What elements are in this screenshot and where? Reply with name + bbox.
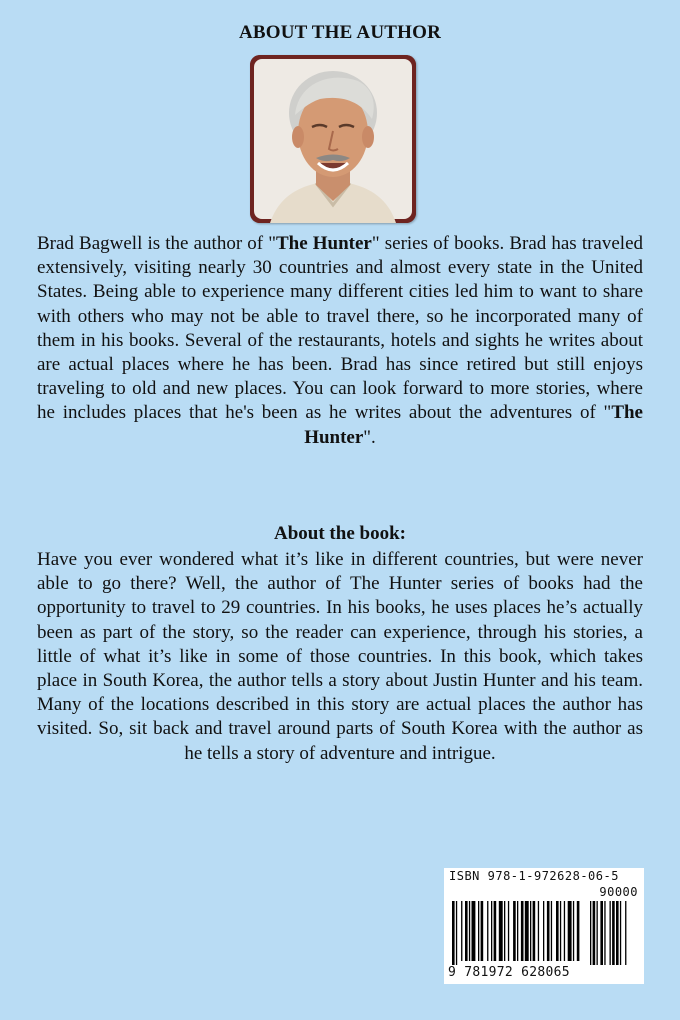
isbn-barcode [444, 868, 644, 984]
barcode-bar [456, 901, 457, 965]
author-photo [250, 55, 416, 223]
barcode-bar [481, 901, 484, 961]
barcode-addon-bar [625, 901, 626, 965]
barcode-addon-bar [590, 901, 591, 965]
barcode-bar [491, 901, 492, 961]
barcode-addon-bar [620, 901, 621, 965]
isbn-digits: 9 781972 628065 [448, 965, 570, 980]
barcode-bar [478, 901, 479, 961]
barcode-bar [577, 901, 580, 961]
about-book-heading: About the book: [274, 523, 406, 544]
bio-text-middle: " series of books. Brad has traveled extensively, visiting nearly 30 countries and almost every state in the United States. Being able to experience many different cities led him to want to share with others who may not be able to travel there, so he incorporated many of them in his books. Several of the restaurants, hotels and sights he writes about are actual places where he has been. Brad has since retired but still enjoys traveling to old and new places. You can look forward to more stories, where he includes places that he's been as he writes about the adventures of " [37, 233, 644, 424]
barcode-bar [525, 901, 529, 961]
price-code: 90000 [599, 885, 638, 899]
barcode-bar [530, 901, 531, 961]
barcode-bar [573, 901, 574, 961]
barcode-addon-bar [597, 901, 598, 965]
barcode-addon-bar [604, 901, 605, 965]
series-title: The Hunter [275, 233, 372, 254]
barcode-bar [547, 901, 550, 961]
about-author-heading: ABOUT THE AUTHOR [238, 22, 442, 43]
author-bio [37, 232, 643, 450]
series-title: The Hunter [304, 402, 643, 448]
barcode-bar [560, 901, 561, 961]
barcode-bar [499, 901, 503, 961]
barcode-bar [494, 901, 497, 961]
barcode-bar [551, 901, 552, 961]
barcode-addon-bar [610, 901, 611, 965]
barcode-bar [521, 901, 524, 961]
barcode-bar [452, 901, 455, 965]
barcode-addon-bar [612, 901, 615, 965]
barcode-bar [538, 901, 539, 961]
barcode-bar [508, 901, 509, 961]
bio-text-start: Brad Bagwell is the author of " [37, 233, 276, 254]
barcode-bars [450, 901, 640, 965]
barcode-bar [504, 901, 505, 961]
barcode-bar [472, 901, 476, 961]
isbn-label: ISBN 978-1-972628-06-5 [449, 869, 619, 883]
barcode-addon-bar [616, 901, 619, 965]
barcode-addon-bar [593, 901, 596, 965]
book-description: Have you ever wondered what it’s like in different countries, but were never able to go there? Well, the author of The Hunter series of books had the opportunity to travel to 29 countries. In his books, he uses places he’s actually been as part of the story, so the reader can experience, through his stories, a little of what it’s like in some of those countries. In this book, which takes place in South Korea, the author tells a story about Justin Hunter and his team. Many of the locations described in this story are actual places the author has visited. So, sit back and travel around parts of South Korea with the author as he tells a story of adventure and intrigue. [37, 549, 643, 764]
barcode-bar [533, 901, 536, 961]
bio-text-end: ". [363, 426, 376, 448]
barcode-bar [564, 901, 565, 961]
barcode-bar [556, 901, 559, 961]
barcode-bar [461, 901, 462, 961]
barcode-bar [543, 901, 544, 961]
barcode-bar [513, 901, 516, 961]
barcode-bar [469, 901, 470, 961]
barcode-bar [517, 901, 518, 961]
barcode-bar [487, 901, 488, 961]
barcode-bar [568, 901, 572, 961]
barcode-bar [465, 901, 468, 961]
barcode-addon-bar [600, 901, 603, 965]
